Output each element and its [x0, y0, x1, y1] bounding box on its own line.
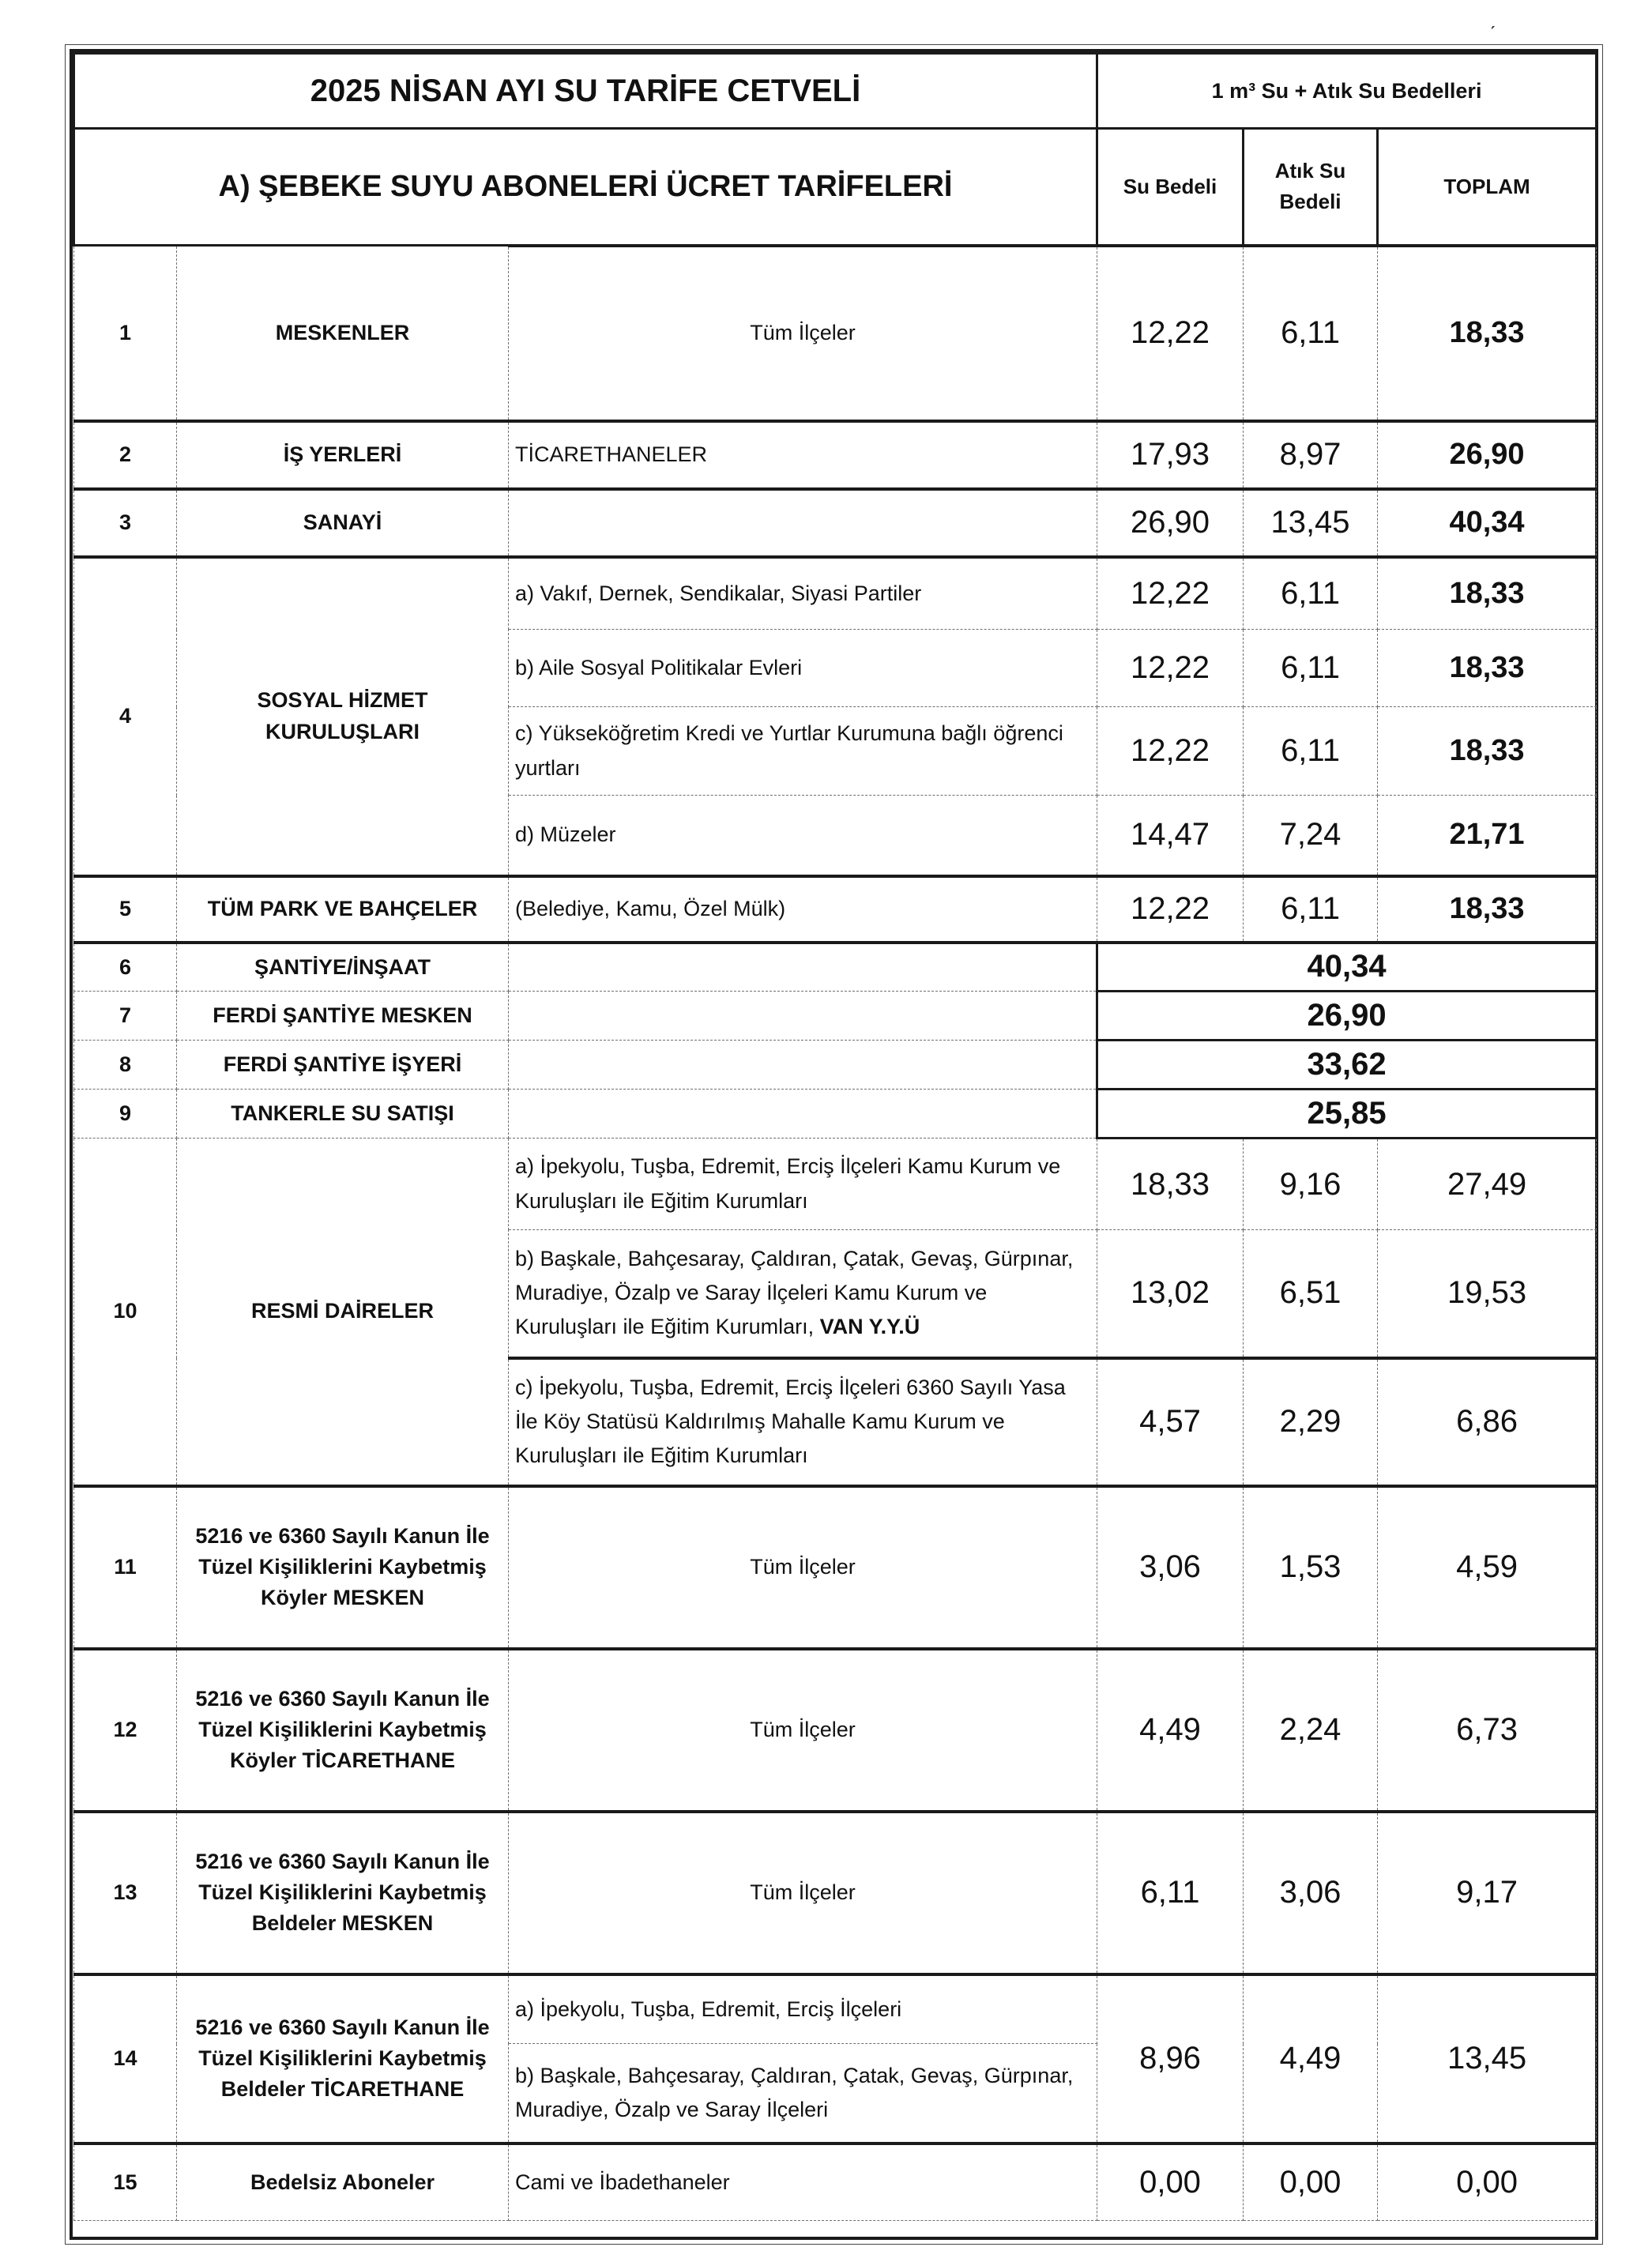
row-desc — [509, 489, 1097, 557]
toplam: 18,33 — [1378, 630, 1597, 707]
row-number: 1 — [74, 246, 177, 421]
su-bedeli: 4,49 — [1097, 1649, 1244, 1812]
row-label: 5216 ve 6360 Sayılı Kanun İle Tüzel Kişiliklerini Kaybetmiş Köyler MESKEN — [177, 1486, 509, 1649]
su-bedeli: 12,22 — [1097, 246, 1244, 421]
row-label: RESMİ DAİRELER — [177, 1139, 509, 1486]
atik-su-bedeli: 6,11 — [1244, 246, 1378, 421]
table-row — [74, 1486, 1597, 1649]
table-row — [74, 489, 1597, 557]
university-name: VAN Y.Y.Ü — [819, 1315, 920, 1339]
row-number: 14 — [74, 1974, 177, 2143]
unit-header: 1 m³ Su + Atık Su Bedelleri — [1097, 54, 1597, 129]
su-bedeli: 18,33 — [1097, 1139, 1244, 1230]
table-row — [74, 1041, 1597, 1090]
su-bedeli: 12,22 — [1097, 557, 1244, 630]
su-bedeli: 12,22 — [1097, 707, 1244, 796]
table-row — [74, 1139, 1597, 1230]
toplam: 9,17 — [1378, 1812, 1597, 1974]
atik-su-bedeli: 8,97 — [1244, 421, 1378, 489]
row-desc: Tüm İlçeler — [509, 246, 1097, 421]
row-number: 9 — [74, 1090, 177, 1139]
row-label: FERDİ ŞANTİYE MESKEN — [177, 992, 509, 1041]
atik-su-bedeli: 6,51 — [1244, 1230, 1378, 1358]
row-label: SOSYAL HİZMET KURULUŞLARI — [177, 557, 509, 876]
row-number: 6 — [74, 943, 177, 992]
toplam: 27,49 — [1378, 1139, 1597, 1230]
row-number: 7 — [74, 992, 177, 1041]
row-desc: Tüm İlçeler — [509, 1812, 1097, 1974]
su-bedeli: 13,02 — [1097, 1230, 1244, 1358]
su-bedeli: 6,11 — [1097, 1812, 1244, 1974]
row-desc: TİCARETHANELER — [509, 421, 1097, 489]
atik-su-bedeli: 3,06 — [1244, 1812, 1378, 1974]
row-desc — [509, 943, 1097, 992]
atik-su-bedeli: 1,53 — [1244, 1486, 1378, 1649]
row-number: 4 — [74, 557, 177, 876]
row-desc — [509, 1090, 1097, 1139]
toplam: 0,00 — [1378, 2143, 1597, 2221]
row-label: SANAYİ — [177, 489, 509, 557]
toplam: 40,34 — [1378, 489, 1597, 557]
atik-su-bedeli: 6,11 — [1244, 707, 1378, 796]
table-row — [74, 246, 1597, 421]
toplam: 26,90 — [1378, 421, 1597, 489]
toplam: 18,33 — [1378, 876, 1597, 943]
row-desc — [509, 992, 1097, 1041]
row-number: 10 — [74, 1139, 177, 1486]
col-toplam: TOPLAM — [1378, 129, 1597, 246]
row-desc: Tüm İlçeler — [509, 1649, 1097, 1812]
merged-total: 33,62 — [1097, 1041, 1597, 1090]
row-number: 15 — [74, 2143, 177, 2221]
merged-total: 40,34 — [1097, 943, 1597, 992]
row-desc: (Belediye, Kamu, Özel Mülk) — [509, 876, 1097, 943]
su-bedeli: 8,96 — [1097, 1974, 1244, 2143]
atik-su-bedeli: 6,11 — [1244, 876, 1378, 943]
col-atik-su-bedeli: Atık Su Bedeli — [1244, 129, 1378, 246]
merged-total: 26,90 — [1097, 992, 1597, 1041]
row-label: Bedelsiz Aboneler — [177, 2143, 509, 2221]
merged-total: 25,85 — [1097, 1090, 1597, 1139]
row-label: 5216 ve 6360 Sayılı Kanun İle Tüzel Kişiliklerini Kaybetmiş Beldeler MESKEN — [177, 1812, 509, 1974]
row-number: 8 — [74, 1041, 177, 1090]
table-row — [74, 2143, 1597, 2221]
row-label: 5216 ve 6360 Sayılı Kanun İle Tüzel Kişiliklerini Kaybetmiş Köyler TİCARETHANE — [177, 1649, 509, 1812]
row-label: MESKENLER — [177, 246, 509, 421]
row-desc: a) Vakıf, Dernek, Sendikalar, Siyasi Partiler — [509, 557, 1097, 630]
row-label: ŞANTİYE/İNŞAAT — [177, 943, 509, 992]
atik-su-bedeli: 7,24 — [1244, 796, 1378, 876]
row-label: FERDİ ŞANTİYE İŞYERİ — [177, 1041, 509, 1090]
atik-su-bedeli: 9,16 — [1244, 1139, 1378, 1230]
su-bedeli: 3,06 — [1097, 1486, 1244, 1649]
atik-su-bedeli: 0,00 — [1244, 2143, 1378, 2221]
su-bedeli: 0,00 — [1097, 2143, 1244, 2221]
row-label: TANKERLE SU SATIŞI — [177, 1090, 509, 1139]
atik-su-bedeli: 13,45 — [1244, 489, 1378, 557]
toplam: 13,45 — [1378, 1974, 1597, 2143]
row-number: 12 — [74, 1649, 177, 1812]
su-bedeli: 4,57 — [1097, 1358, 1244, 1486]
table-row — [74, 1812, 1597, 1974]
row-desc: c) İpekyolu, Tuşba, Edremit, Erciş İlçeleri 6360 Sayılı Yasa İle Köy Statüsü Kaldırılmış Mahalle Kamu Kurum ve Kuruluşları ile Eğitim Kurumları — [509, 1358, 1097, 1486]
row-desc — [509, 1041, 1097, 1090]
toplam: 21,71 — [1378, 796, 1597, 876]
table-row — [74, 943, 1597, 992]
toplam: 19,53 — [1378, 1230, 1597, 1358]
row-number: 2 — [74, 421, 177, 489]
table-row — [74, 421, 1597, 489]
su-bedeli: 12,22 — [1097, 630, 1244, 707]
section-title: A) ŞEBEKE SUYU ABONELERİ ÜCRET TARİFELERİ — [74, 129, 1097, 246]
atik-su-bedeli: 6,11 — [1244, 630, 1378, 707]
row-number: 5 — [74, 876, 177, 943]
su-bedeli: 17,93 — [1097, 421, 1244, 489]
atik-su-bedeli: 6,11 — [1244, 557, 1378, 630]
table-row — [74, 557, 1597, 630]
pen-mark: ˊ — [1489, 22, 1496, 46]
row-label: TÜM PARK VE BAHÇELER — [177, 876, 509, 943]
row-label: İŞ YERLERİ — [177, 421, 509, 489]
table-row — [74, 876, 1597, 943]
row-desc: c) Yükseköğretim Kredi ve Yurtlar Kurumuna bağlı öğrenci yurtları — [509, 707, 1097, 796]
toplam: 6,86 — [1378, 1358, 1597, 1486]
row-desc: Cami ve İbadethaneler — [509, 2143, 1097, 2221]
su-bedeli: 26,90 — [1097, 489, 1244, 557]
row-desc: b) Aile Sosyal Politikalar Evleri — [509, 630, 1097, 707]
row-desc: d) Müzeler — [509, 796, 1097, 876]
row-desc — [509, 1230, 1097, 1358]
su-bedeli: 12,22 — [1097, 876, 1244, 943]
atik-su-bedeli: 2,29 — [1244, 1358, 1378, 1486]
table-row — [74, 992, 1597, 1041]
row-number: 3 — [74, 489, 177, 557]
page-title: 2025 NİSAN AYI SU TARİFE CETVELİ — [74, 54, 1097, 129]
row-desc: a) İpekyolu, Tuşba, Edremit, Erciş İlçeleri — [509, 1974, 1097, 2044]
su-bedeli: 14,47 — [1097, 796, 1244, 876]
atik-su-bedeli: 4,49 — [1244, 1974, 1378, 2143]
toplam: 6,73 — [1378, 1649, 1597, 1812]
toplam: 4,59 — [1378, 1486, 1597, 1649]
row-desc: Tüm İlçeler — [509, 1486, 1097, 1649]
toplam: 18,33 — [1378, 246, 1597, 421]
row-number: 11 — [74, 1486, 177, 1649]
atik-su-bedeli: 2,24 — [1244, 1649, 1378, 1812]
toplam: 18,33 — [1378, 707, 1597, 796]
table-row — [74, 1649, 1597, 1812]
tariff-document — [70, 49, 1598, 2240]
table-row — [74, 1090, 1597, 1139]
tariff-table — [73, 52, 1597, 2221]
table-row — [74, 1974, 1597, 2044]
toplam: 18,33 — [1378, 557, 1597, 630]
row-desc-text: b) Başkale, Bahçesaray, Çaldıran, Çatak, Gevaş, Gürpınar, Muradiye, Özalp ve Saray İlçeleri Kamu Kurum ve Kuruluşları ile Eğitim Kurumları, — [515, 1246, 1074, 1339]
col-su-bedeli: Su Bedeli — [1097, 129, 1244, 246]
row-number: 13 — [74, 1812, 177, 1974]
row-label: 5216 ve 6360 Sayılı Kanun İle Tüzel Kişiliklerini Kaybetmiş Beldeler TİCARETHANE — [177, 1974, 509, 2143]
row-desc: b) Başkale, Bahçesaray, Çaldıran, Çatak, Gevaş, Gürpınar, Muradiye, Özalp ve Saray İlçeleri — [509, 2044, 1097, 2143]
row-desc: a) İpekyolu, Tuşba, Edremit, Erciş İlçeleri Kamu Kurum ve Kuruluşları ile Eğitim Kurumları — [509, 1139, 1097, 1230]
